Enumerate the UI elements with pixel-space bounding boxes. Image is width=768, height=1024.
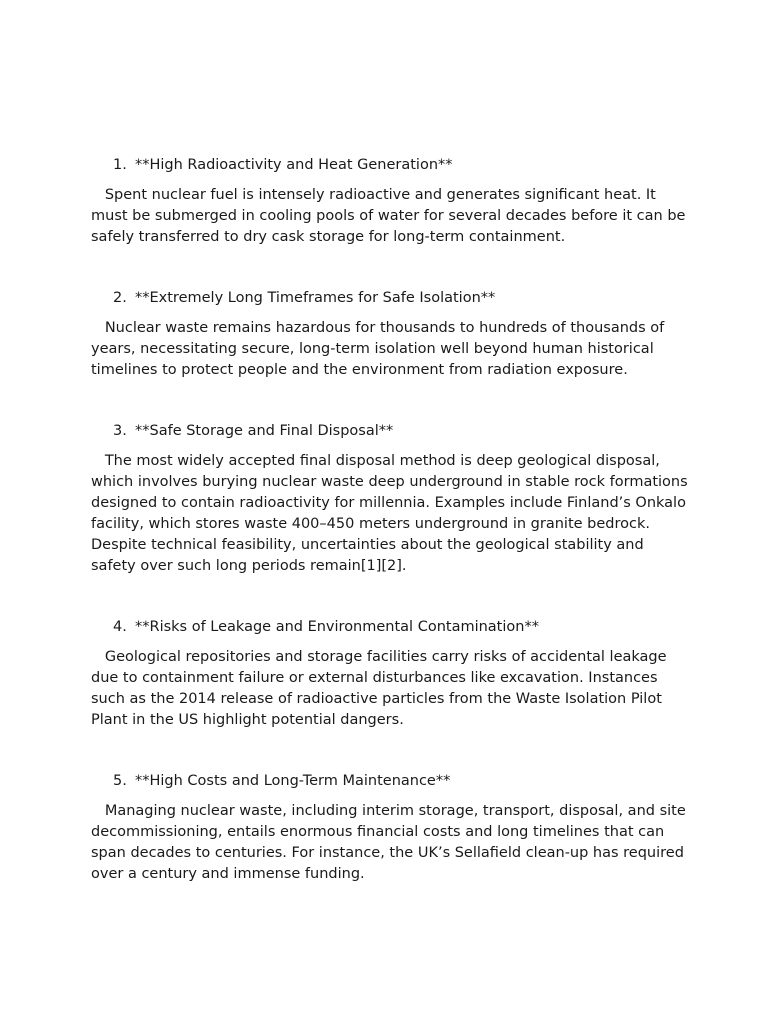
section-heading xyxy=(91,771,691,791)
list-number: 4. xyxy=(113,619,127,635)
section-body: Managing nuclear waste, including interim storage, transport, disposal, and site decommissioning, entails enormous financial costs and long timelines that can span decades to centuries. For instance, the UK’s Sellafield clean-up has required over a century and immense funding. xyxy=(91,803,691,882)
section-heading xyxy=(91,155,691,175)
section-body: Geological repositories and storage facilities carry risks of accidental leakage due to containment failure or external disturbances like excavation. Instances such as the 2014 release of radioactive particles from the Waste Isolation Pilot Plant in the US highlight potential dangers. xyxy=(91,649,672,728)
heading-text: **Extremely Long Timeframes for Safe Isolation** xyxy=(135,290,496,306)
heading-text: **Safe Storage and Final Disposal** xyxy=(135,423,394,439)
section-3 xyxy=(91,421,691,577)
heading-text: **Risks of Leakage and Environmental Contamination** xyxy=(135,619,539,635)
section-4 xyxy=(91,617,691,731)
section-heading xyxy=(91,288,691,308)
heading-text: **High Radioactivity and Heat Generation** xyxy=(135,157,453,173)
document-page xyxy=(91,155,691,925)
section-heading xyxy=(91,421,691,441)
heading-text: **High Costs and Long-Term Maintenance** xyxy=(135,773,451,789)
section-body: Nuclear waste remains hazardous for thousands to hundreds of thousands of years, necessitating secure, long-term isolation well beyond human historical timelines to protect people and the environment from radiation exposure. xyxy=(91,320,669,378)
section-1 xyxy=(91,155,691,248)
section-heading xyxy=(91,617,691,637)
section-2 xyxy=(91,288,691,381)
list-number: 3. xyxy=(113,423,127,439)
list-number: 2. xyxy=(113,290,127,306)
section-body: Spent nuclear fuel is intensely radioactive and generates significant heat. It must be submerged in cooling pools of water for several decades before it can be safely transferred to dry cask storage for long-term containment. xyxy=(91,187,691,245)
section-5 xyxy=(91,771,691,885)
list-number: 1. xyxy=(113,157,127,173)
section-body: The most widely accepted final disposal method is deep geological disposal, which involves burying nuclear waste deep underground in stable rock formations designed to contain radioactivity for millennia. Examples include Finland’s Onkalo facility, which stores waste 400–450 meters underground in granite bedrock. Despite technical feasibility, uncertainties about the geological stability and safety over such long periods remain[1][2]. xyxy=(91,453,693,574)
list-number: 5. xyxy=(113,773,127,789)
